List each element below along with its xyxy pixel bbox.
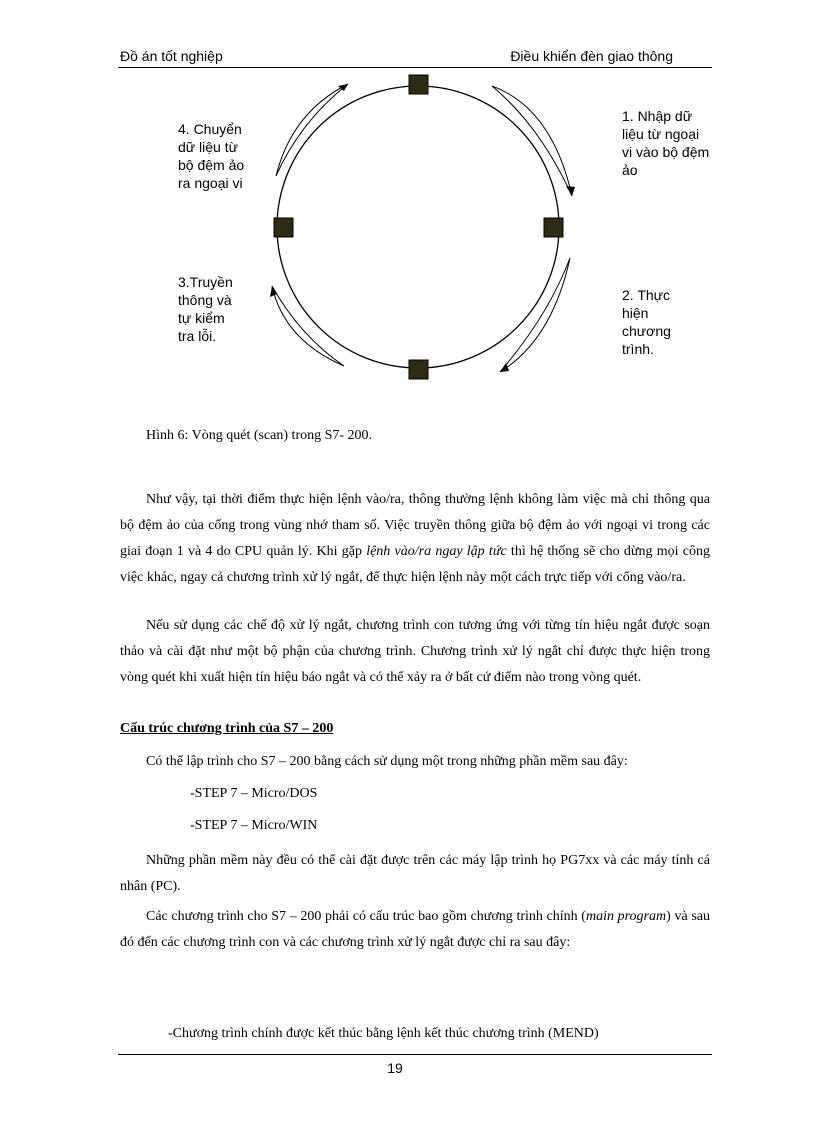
scan-cycle-diagram [0, 0, 816, 420]
figure-caption: Hình 6: Vòng quét (scan) trong S7- 200. [146, 428, 373, 443]
list-item-step7-dos: -STEP 7 – Micro/DOS [190, 786, 318, 801]
paragraph-5: Các chương trình cho S7 – 200 phải có cấu trúc bao gồm chương trình chính (main program) và sau đó đến các chương trình con và các chương trình xử lý ngắt được chỉ ra sau đây: [120, 909, 710, 950]
arrow-step-2 [500, 258, 570, 372]
footer-rule [118, 1054, 712, 1055]
section-heading: Cấu trúc chương trình của S7 – 200 [120, 721, 334, 736]
node-left [274, 218, 293, 237]
label-step-4: 4. Chuyển dữ liệu từ bộ đệm ảo ra ngoại vi [178, 121, 245, 191]
paragraph-3: Có thể lập trình cho S7 – 200 bằng cách sử dụng một trong những phần mềm sau đây: [146, 754, 628, 769]
node-bottom [409, 360, 428, 379]
arrow-step-3 [272, 286, 344, 366]
arrowhead-2 [500, 363, 509, 372]
paragraph-2: Nếu sử dụng các chế độ xử lý ngắt, chương trình con tương ứng với từng tín hiệu ngắt được soạn thảo và cài đặt như một bộ phận của chương trình. Chương trình xử lý ngắt chỉ được thực hiện trong vòng quét khi xuất hiện tín hiệu báo ngắt và có thể xảy ra ở bất cứ điểm nào trong vòng quét. [120, 618, 710, 685]
paragraph-last: -Chương trình chính được kết thúc bằng lệnh kết thúc chương trình (MEND) [168, 1026, 599, 1041]
label-step-2: 2. Thực hiện chương trình. [622, 287, 671, 357]
scan-circle [277, 86, 559, 368]
node-top [409, 75, 428, 94]
arrow-step-1 [492, 86, 572, 196]
page-number: 19 [387, 1060, 403, 1076]
header-right: Điều khiển đèn giao thông [510, 48, 673, 64]
header-left: Đồ án tốt nghiệp [120, 48, 223, 64]
paragraph-4: Những phần mềm này đều có thể cài đặt được trên các máy lập trình họ PG7xx và các máy tính cá nhân (PC). [120, 853, 710, 894]
arrow-step-4 [276, 84, 348, 176]
node-right [544, 218, 563, 237]
arrowhead-1 [566, 186, 575, 196]
list-item-step7-win: -STEP 7 – Micro/WIN [190, 818, 318, 833]
label-step-1: 1. Nhập dữ liệu từ ngoại vi vào bộ đệm ảo [622, 108, 710, 178]
paragraph-1: Như vậy, tại thời điểm thực hiện lệnh vào/ra, thông thường lệnh không làm việc mà chỉ thông qua bộ đệm ảo của cổng trong vùng nhớ tham số. Việc truyền thông giữa bộ đệm ảo với ngoại vi trong các giai đoạn 1 và 4 do CPU quản lý. Khi gặp lệnh vào/ra ngay lập tức thì hệ thống sẽ cho dừng mọi công việc khác, ngay cả chương trình xử lý ngắt, để thực hiện lệnh này một cách trực tiếp với cổng vào/ra. [120, 492, 711, 585]
label-step-3: 3.Truyền thông và tự kiểm tra lỗi. [178, 274, 233, 344]
arrowhead-4 [338, 84, 348, 91]
